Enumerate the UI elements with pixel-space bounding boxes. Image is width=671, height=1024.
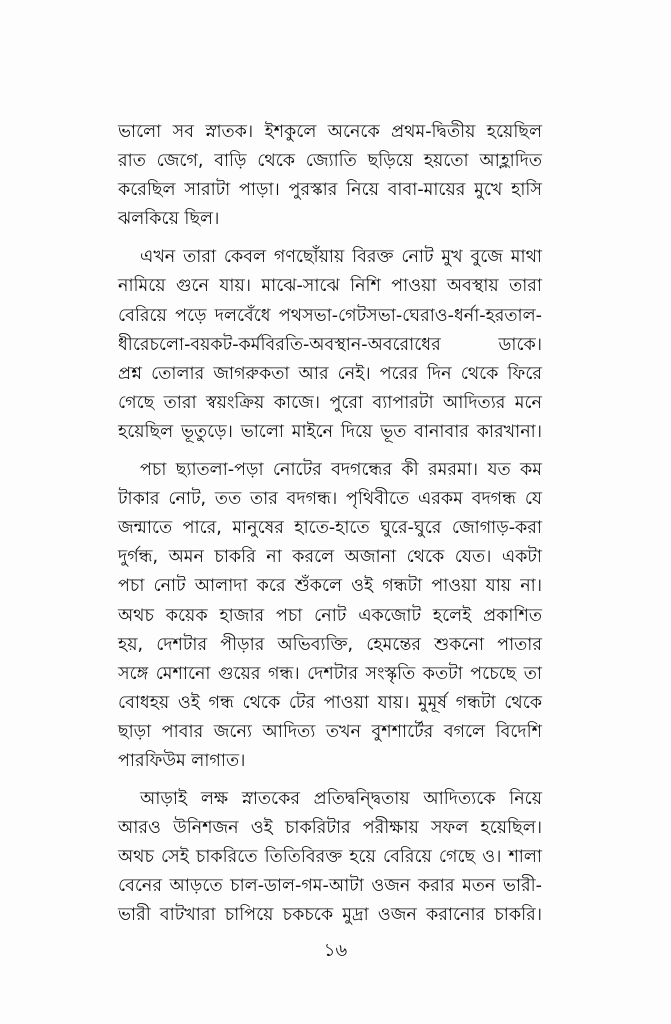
text-line: এখন তারা কেবল গণছোঁয়ায় বিরক্ত নোট মুখ বুজে মাথা — [140, 247, 542, 268]
text-line: জন্মাতে পারে, মানুষের হাতে-হাতে ঘুরে-ঘুরে জোগাড়-করা — [118, 518, 542, 539]
text-line: গেছে তারা স্বয়ংক্রিয় কাজে। পুরো ব্যাপারটা আদিত্যর মনে — [118, 392, 542, 413]
text-line: বেনের আড়তে চাল-ডাল-গম-আটা ওজন করার মতন ভারী- — [118, 876, 542, 897]
text-line: টাকার নোট, তত তার বদগন্ধ। পৃথিবীতে এরকম বদগন্ধ যে — [118, 489, 542, 510]
text-line: বেরিয়ে পড়ে দলবেঁধে পথসভা-গেটসভা-ঘেরাও-ধর্না-হরতাল- — [118, 305, 542, 326]
text-line: পচা নোট আলাদা করে শুঁকলে ওই গন্ধটা পাওয়া যায় না। — [118, 576, 542, 597]
text-line: অথচ সেই চাকরিতে তিতিবিরক্ত হয়ে বেরিয়ে গেছে ও। শালা — [118, 847, 542, 868]
page-number: ১৬ — [323, 940, 348, 961]
text-line: প্রশ্ন তোলার জাগরুকতা আর নেই। পরের দিন থেকে ফিরে — [118, 363, 542, 384]
text-line: আরও উনিশজন ওই চাকরিটার পরীক্ষায় সফল হয়েছিল। — [118, 818, 542, 839]
text-line: ভালো সব স্নাতক। ইশকুলে অনেকে প্রথম-দ্বিতীয় হয়েছিল — [118, 122, 542, 142]
text-line: ভারী বাটখারা চাপিয়ে চকচকে মুদ্রা ওজন করানোর চাকরি। — [118, 905, 542, 926]
text-line: পচা ছ্যাতলা-পড়া নোটের বদগন্ধের কী রমরমা। যত কম — [140, 460, 542, 481]
text-line: পারফিউম লাগাত। — [118, 750, 246, 771]
text-line: করেছিল সারাটা পাড়া। পুরস্কার নিয়ে বাবা-মায়ের মুখে হাসি — [118, 180, 542, 201]
text-line: নামিয়ে গুনে যায়। মাঝে-সাঝে নিশি পাওয়া অবস্থায় তারা — [118, 276, 542, 297]
text-line: অথচ কয়েক হাজার পচা নোট একজোট হলেই প্রকাশিত — [118, 605, 542, 626]
text-line: হয়েছিল ভূতুড়ে। ভালো মাইনে দিয়ে ভূত বানাবার কারখানা। — [118, 421, 542, 442]
text-line: রাত জেগে, বাড়ি থেকে জ্যোতি ছড়িয়ে হয়তো আহ্লাদিত — [118, 151, 542, 172]
text-line: ঝলকিয়ে ছিল। — [118, 209, 220, 230]
text-line: আড়াই লক্ষ স্নাতকের প্রতিদ্বন্দ্বিতায় আদিত্যকে নিয়ে — [140, 789, 542, 810]
text-line: দুর্গন্ধ, অমন চাকরি না করলে অজানা থেকে যেত। একটা — [118, 547, 542, 568]
text-line: ধীরেচলো-বয়কট-কর্মবিরতি-অবস্থান-অবরোধের ডাকে। — [118, 334, 542, 355]
paragraph-2 — [118, 243, 542, 447]
paragraph-1 — [118, 118, 542, 234]
text-line: বোধহয় ওই গন্ধ থেকে টের পাওয়া যায়। মুমূর্ষ গন্ধটা থেকে — [118, 692, 542, 713]
paragraph-4 — [118, 785, 542, 930]
text-line: ছাড়া পাবার জন্যে আদিত্য তখন বুশশার্টের বগলে বিদেশি — [118, 721, 542, 742]
text-line: হয়, দেশটার পীড়ার অভিব্যক্তি, হেমন্তের শুকনো পাতার — [118, 634, 542, 655]
text-line: সঙ্গে মেশানো গুয়ের গন্ধ। দেশটার সংস্কৃতি কতটা পচেছে তা — [118, 663, 542, 684]
body-text — [118, 118, 542, 931]
paragraph-3 — [118, 456, 542, 776]
